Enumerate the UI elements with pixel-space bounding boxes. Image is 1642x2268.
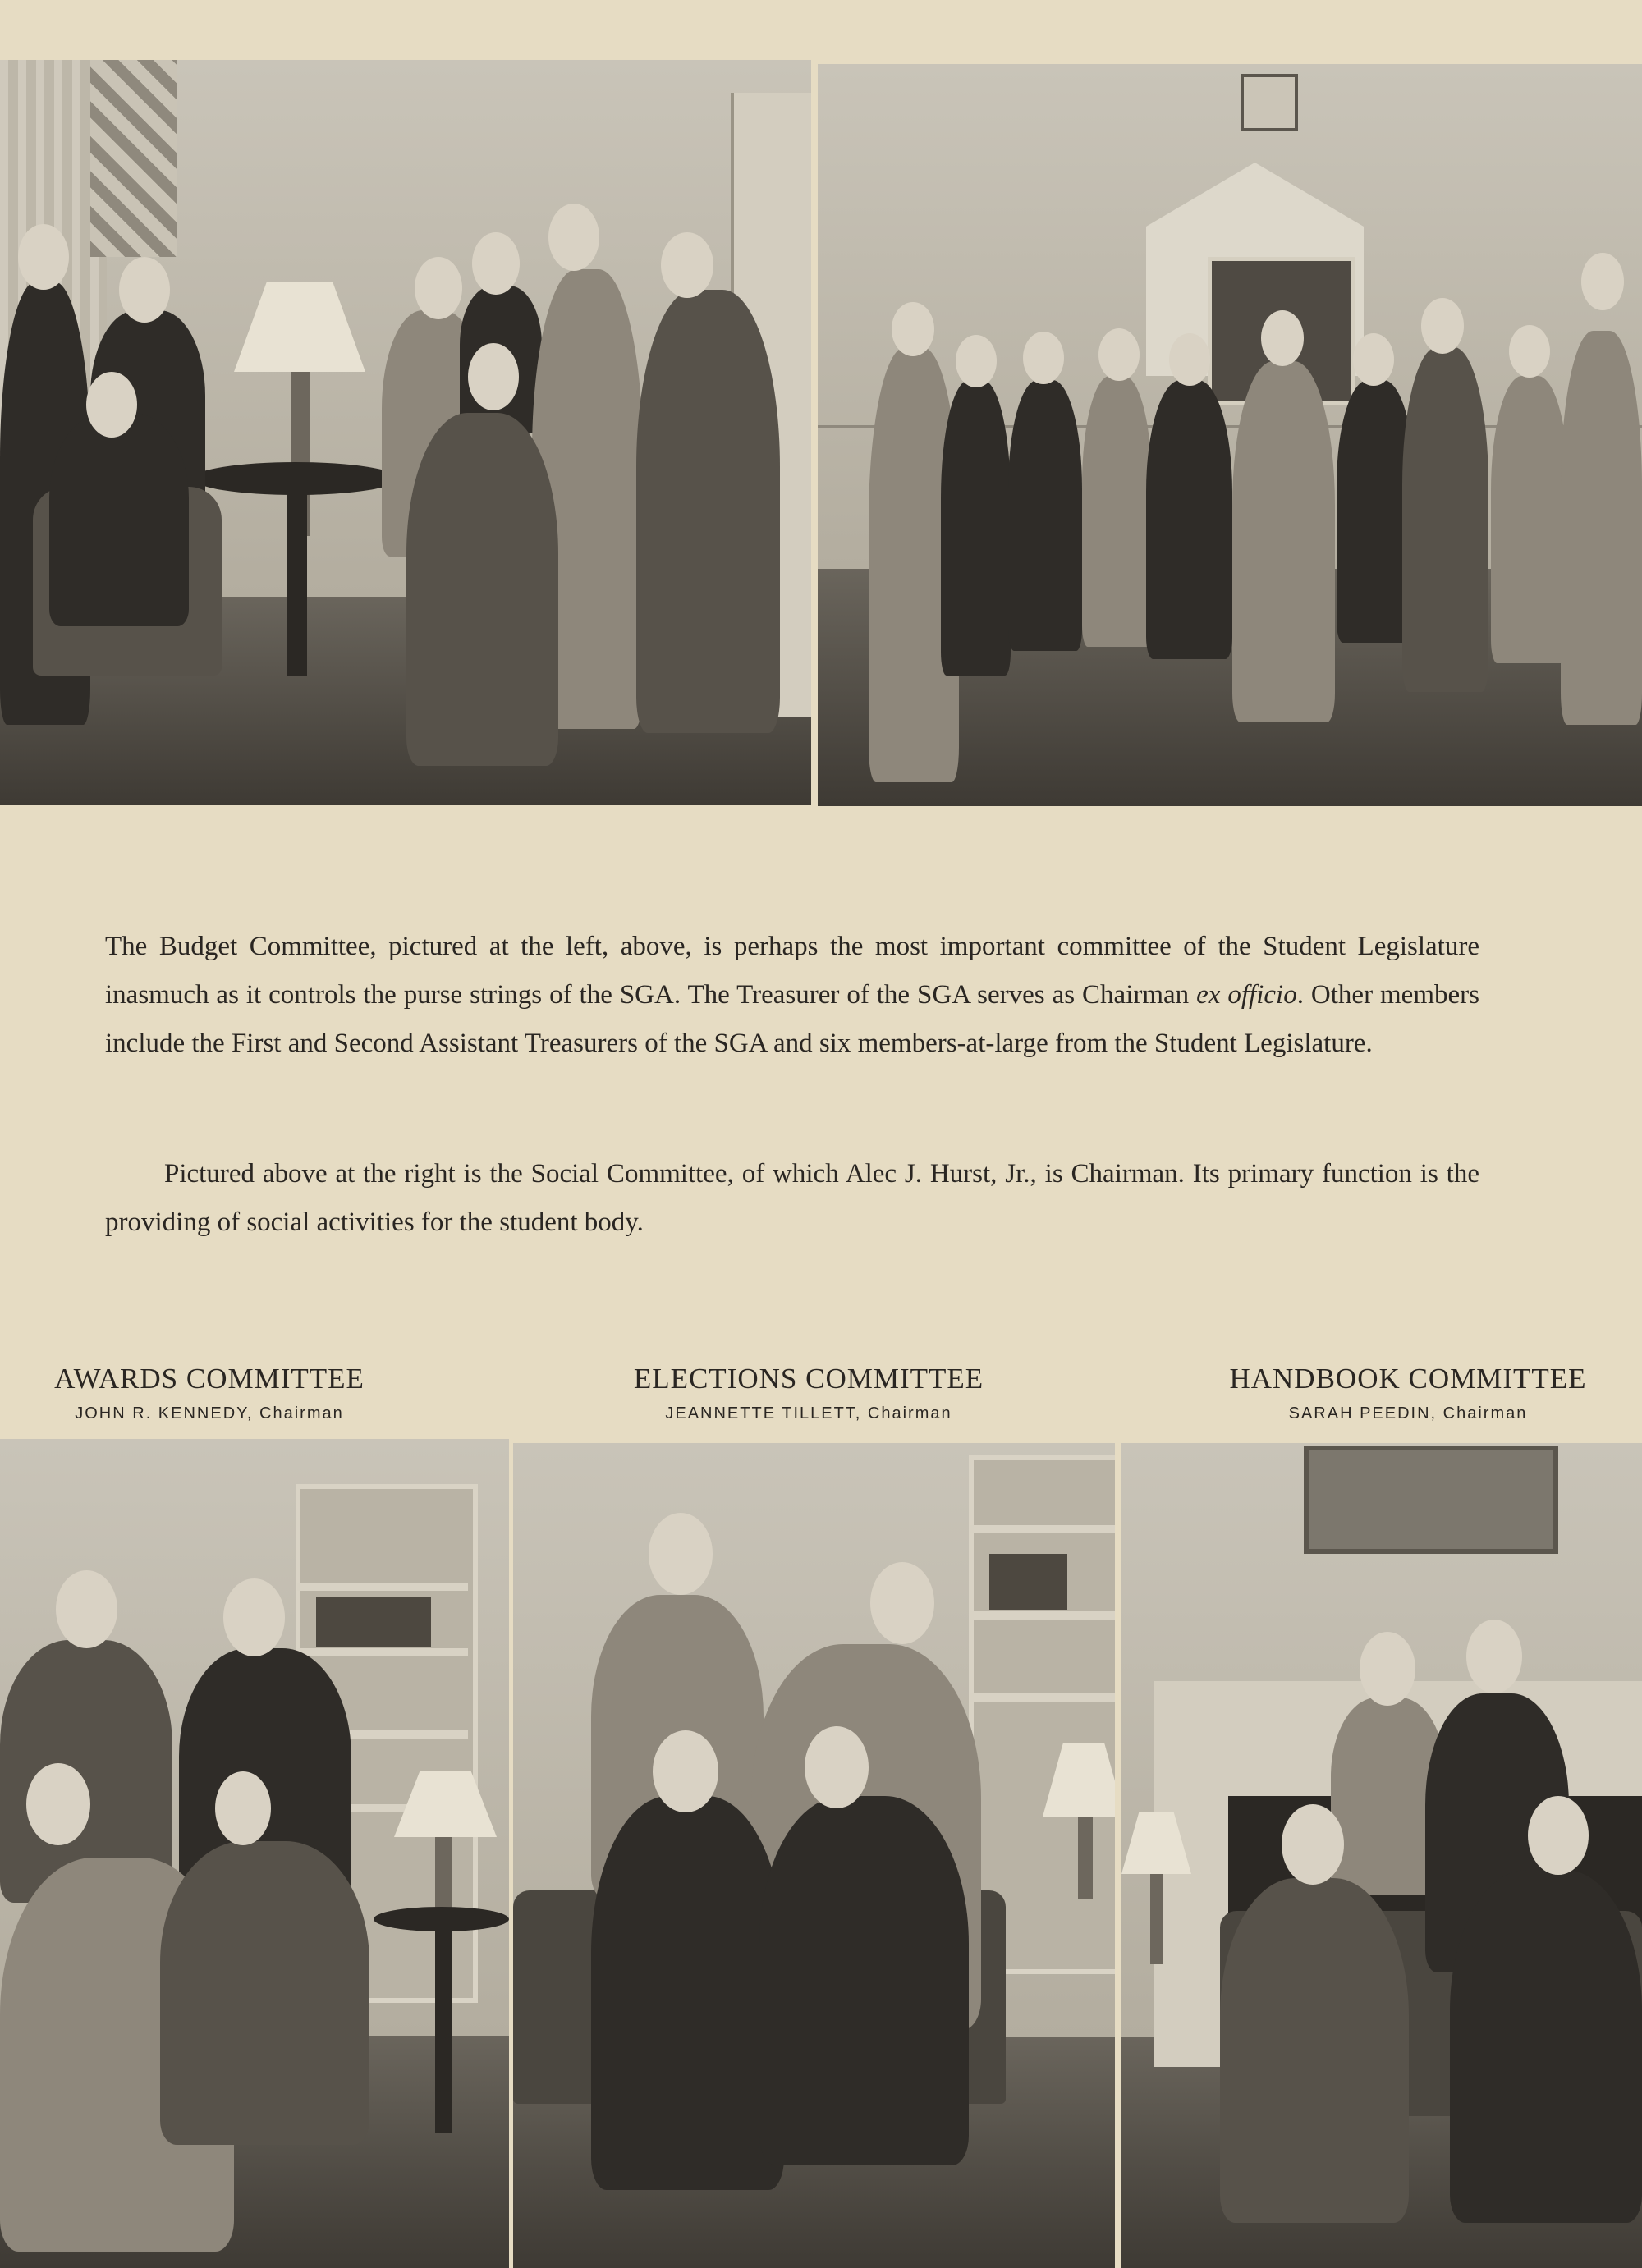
awards-committee-title: AWARDS COMMITTEE xyxy=(54,1363,365,1395)
elections-committee-title: ELECTIONS COMMITTEE xyxy=(633,1363,984,1395)
elections-committee-photo xyxy=(513,1443,1115,2268)
social-committee-paragraph: Pictured above at the right is the Social Committee, of which Alec J. Hurst, Jr., is Chairman. Its primary function is the providing of social activities for the student body. xyxy=(105,1159,1479,1237)
awards-committee-photo xyxy=(0,1439,509,2268)
social-committee-photo xyxy=(818,64,1642,806)
paragraph-1-text-b: . Other members include the First and Second Assistant Treasurers of the SGA and six members-at-large from the Student Legislature. xyxy=(105,980,1479,1058)
handbook-committee-title: HANDBOOK COMMITTEE xyxy=(1229,1363,1587,1395)
handbook-committee-chairman: SARAH PEEDIN, Chairman xyxy=(1288,1404,1528,1423)
budget-committee-paragraph xyxy=(105,923,1479,1068)
paragraph-1-text-a: The Budget Committee, pictured at the left, above, is perhaps the most important committee of the Student Legislature inasmuch as it controls the purse strings of the SGA. The Treasurer of the SGA serves as Chairman xyxy=(105,932,1479,1010)
handbook-committee-photo xyxy=(1121,1443,1642,2268)
paragraph-1-italic: ex officio xyxy=(1196,980,1297,1010)
budget-committee-photo xyxy=(0,60,811,805)
elections-committee-chairman: JEANNETTE TILLETT, Chairman xyxy=(665,1404,952,1423)
awards-committee-chairman: JOHN R. KENNEDY, Chairman xyxy=(75,1404,344,1423)
